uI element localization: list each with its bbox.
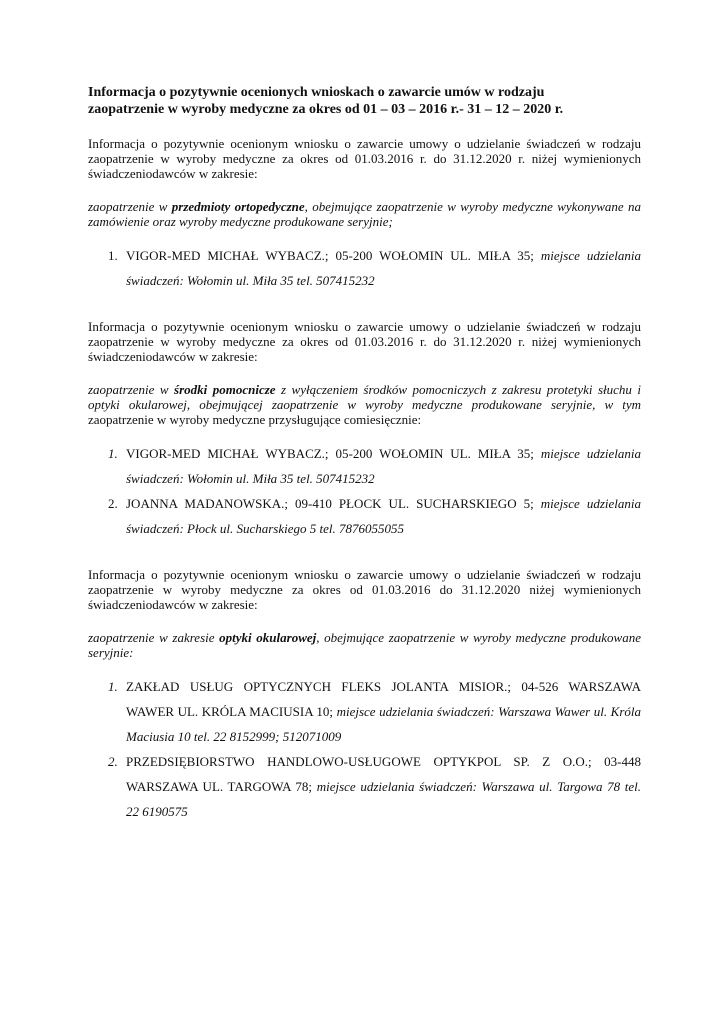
list-item — [88, 674, 641, 749]
provider-location: miejsce udzielania świadczeń: Warszawa Wawer ul. Króla Maciusia 10 tel. 22 8152999; 512071009 — [126, 704, 642, 744]
provider-location: miejsce udzielania świadczeń: Wołomin ul. Miła 35 tel. 507415232 — [126, 446, 641, 486]
item-number: 1. — [108, 446, 118, 461]
provider-location: miejsce udzielania świadczeń: Warszawa ul. Targowa 78 tel. 22 6190575 — [126, 779, 642, 819]
info-paragraph: Informacja o pozytywnie ocenionym wniosku o zawarcie umowy o udzielanie świadczeń w rodzaju zaopatrzenie w wyroby medyczne za okres od 01.03.2016 r. do 31.12.2020 r. niżej wymienionych świadczeniodawców w zakresie: — [88, 136, 641, 181]
list-item — [88, 243, 641, 293]
scope-highlight: środki pomocnicze — [174, 382, 276, 397]
provider-location: miejsce udzielania świadczeń: Wołomin ul. Miła 35 tel. 507415232 — [126, 248, 641, 288]
scope-text: , obejmujące zaopatrzenie w wyroby medyczne produkowane seryjnie: — [88, 630, 641, 660]
document-title — [88, 84, 641, 118]
section-optical — [88, 567, 641, 824]
item-number: 2. — [108, 754, 118, 769]
scope-text: zaopatrzenie w — [88, 199, 172, 214]
info-paragraph: Informacja o pozytywnie ocenionym wniosku o zawarcie umowy o udzielanie świadczeń w rodzaju zaopatrzenie w wyroby medyczne za okres od 01.03.2016 r. do 31.12.2020 r. niżej wymienionych świadczeniodawców w zakresie: — [88, 319, 641, 364]
list-item — [88, 441, 641, 491]
provider-name: VIGOR-MED MICHAŁ WYBACZ.; 05-200 WOŁOMIN UL. MIŁA 35; — [126, 446, 534, 461]
provider-location: miejsce udzielania świadczeń: Płock ul. Sucharskiego 5 tel. 7876055055 — [126, 496, 641, 536]
title-line-2: zaopatrzenie w wyroby medyczne za okres od 01 – 03 – 2016 r.- 31 – 12 – 2020 r. — [88, 102, 564, 117]
scope-text: zaopatrzenie w wyroby medyczne przysługujące comiesięcznie: — [88, 412, 422, 427]
provider-name: PRZEDSIĘBIORSTWO HANDLOWO-USŁUGOWE OPTYKPOL SP. Z O.O.; 03-448 WARSZAWA UL. TARGOWA 78; — [126, 754, 641, 794]
section-auxiliary — [88, 319, 641, 541]
list-item — [88, 491, 641, 541]
scope-paragraph — [88, 382, 641, 427]
scope-paragraph — [88, 630, 641, 660]
scope-text: z wyłączeniem środków pomocniczych z zakresu protetyki słuchu i optyki okularowej, obejmującej zaopatrzenie w wyroby medyczne produkowane seryjnie, w tym — [88, 382, 641, 412]
item-number: 2. — [108, 496, 118, 511]
scope-text: zaopatrzenie w zakresie — [88, 630, 220, 645]
scope-highlight: przedmioty ortopedyczne — [171, 199, 305, 214]
item-number: 1. — [108, 679, 118, 694]
scope-text: , obejmujące zaopatrzenie w wyroby medyczne wykonywane na zamówienie oraz wyroby medyczne produkowane seryjnie; — [88, 199, 641, 229]
scope-highlight: optyki okularowej — [219, 630, 317, 645]
scope-text: zaopatrzenie w — [88, 382, 175, 397]
scope-paragraph — [88, 199, 641, 229]
provider-name: ZAKŁAD USŁUG OPTYCZNYCH FLEKS JOLANTA MISIOR.; 04-526 WARSZAWA WAWER UL. KRÓLA MACIUSIA 10; — [126, 679, 641, 719]
document-page — [88, 84, 641, 824]
title-line-1: Informacja o pozytywnie ocenionych wnioskach o zawarcie umów w rodzaju — [88, 85, 545, 100]
provider-list — [88, 674, 641, 824]
section-orthopedic — [88, 136, 641, 293]
provider-list — [88, 243, 641, 293]
list-item — [88, 749, 641, 824]
item-number: 1. — [108, 248, 118, 263]
info-paragraph: Informacja o pozytywnie ocenionym wniosku o zawarcie umowy o udzielanie świadczeń w rodzaju zaopatrzenie w wyroby medyczne za okres od 01.03.2016 do 31.12.2020 niżej wymienionych świadczeniodawców w zakresie: — [88, 567, 641, 612]
provider-name: JOANNA MADANOWSKA.; 09-410 PŁOCK UL. SUCHARSKIEGO 5; — [126, 496, 534, 511]
provider-name: VIGOR-MED MICHAŁ WYBACZ.; 05-200 WOŁOMIN UL. MIŁA 35; — [126, 248, 534, 263]
provider-list — [88, 441, 641, 541]
